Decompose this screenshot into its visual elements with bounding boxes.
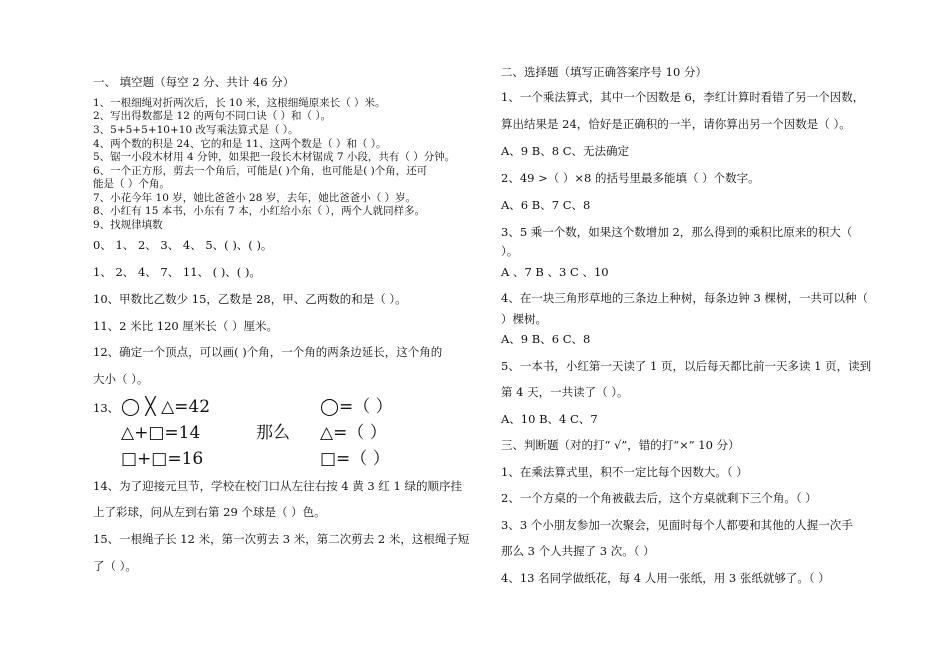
fill-question-13-number: 13、 (93, 401, 120, 415)
choice-question-4-line-1: 4、在一块三角形草地的三条边上种树，每条边钟 3 棵树，一共可以种（ (501, 291, 868, 305)
choice-question-5-line-2: 第 4 天，一共读了（ ）。 (501, 385, 629, 399)
choice-question-4-options: A、9 B、6 C、8 (501, 332, 591, 346)
choice-question-3-line-2: ）。 (501, 244, 519, 258)
fill-question-11: 11、2 米比 120 厘米长（ ）厘米。 (93, 319, 279, 333)
choice-question-2: 2、49 >（ ）×8 的括号里最多能填（ ）个数字。 (501, 171, 760, 185)
pattern-sequence-2: 1、 2、 4、 7、 11、 ( )、( )。 (93, 265, 261, 279)
choice-question-3-line-1: 3、5 乘一个数，如果这个数增加 2，那么得到的乘积比原来的积大（ (501, 225, 853, 239)
fill-question-7: 7、小花今年 10 岁，她比爸爸小 28 岁，去年，她比爸爸小（ ）岁。 (93, 192, 417, 204)
fill-question-4: 4、两个数的积是 24、它的和是 11、这两个数是（ ）和（ ）。 (93, 138, 387, 150)
choice-question-4-line-2: ）棵树。 (501, 312, 547, 326)
choice-question-1-options: A、9 B、8 C、无法确定 (501, 144, 629, 158)
fill-question-12-line-1: 12、确定一个顶点，可以画( )个角，一个角的两条边延长，这个角的 (93, 345, 443, 359)
choice-question-5-options: A、10 B、4 C、7 (501, 412, 598, 426)
fill-question-6-line-2: 能是（ ）个角。 (93, 178, 170, 190)
judge-question-1: 1、在乘法算式里，积不一定比每个因数大。（ ） (501, 465, 748, 479)
fill-question-3: 3、5+5+5+10+10 改写乘法算式是（ ）。 (93, 124, 299, 136)
judge-section-title: 三、判断题（对的打“ √”，错的打“×” 10 分） (501, 438, 740, 452)
choice-question-2-options: A、6 B、7 C、8 (501, 198, 591, 212)
fill-question-1: 1、一根细绳对折两次后，长 10 米，这根细绳原来长（ ）米。 (93, 97, 386, 109)
shape-equation-2: △+□=14 (121, 423, 201, 443)
fill-question-15-line-1: 15、一根绳子长 12 米，第一次剪去 3 米，第二次剪去 2 米，这根绳子短 (93, 532, 470, 546)
pattern-sequence-1: 0、 1、 2、 3、 4、 5、( )、( )。 (93, 238, 273, 252)
fill-question-14-line-2: 上了彩球，问从左到右第 29 个球是（ ）色。 (93, 505, 326, 519)
shape-answer-square: □=（ ） (320, 449, 390, 469)
judge-question-3-line-2: 那么 3 个人共握了 3 次。（ ） (501, 544, 655, 558)
shape-equation-1: ◯ ╳ △=42 (121, 397, 211, 417)
choice-question-1-line-1: 1、一个乘法算式，其中一个因数是 6，李红计算时看错了另一个因数， (501, 90, 865, 104)
fill-question-14-line-1: 14、为了迎接元旦节，学校在校门口从左往右按 4 黄 3 红 1 绿的顺序挂 (93, 479, 463, 493)
fill-question-15-line-2: 了（ ）。 (93, 559, 137, 573)
judge-question-3-line-1: 3、3 个小朋友参加一次聚会，见面时每个人都要和其他的人握一次手 (501, 518, 853, 532)
judge-question-2: 2、一个方桌的一个角被截去后，这个方桌就剩下三个角。（ ） (501, 491, 817, 505)
judge-question-4: 4、13 名同学做纸花，每 4 人用一张纸，用 3 张纸就够了。（ ） (501, 571, 830, 585)
shape-answer-triangle: △=（ ） (320, 423, 387, 443)
choice-question-3-options: A 、7 B 、3 C 、10 (501, 265, 609, 279)
choice-question-1-line-2: 算出结果是 24，恰好是正确积的一半，请你算出另一个因数是（ ）。 (501, 117, 851, 131)
fill-question-2: 2、写出得数都是 12 的两句不同口诀（ ）和（ ）。 (93, 110, 332, 122)
fill-question-5: 5、锯一小段木材用 4 分钟，如果把一段长木材锯成 7 小段，共有（ ）分钟。 (93, 151, 456, 163)
fill-question-12-line-2: 大小（ ）。 (93, 372, 149, 386)
choice-section-title: 二、选择题（填写正确答案序号 10 分） (501, 65, 707, 79)
fill-question-10: 10、甲数比乙数少 15，乙数是 28，甲、乙两数的和是（ ）。 (93, 292, 407, 306)
fill-question-6-line-1: 6、一个正方形，剪去一个角后，可能是( )个角，也可能是( )个角，还可 (93, 165, 428, 177)
shape-equation-3: □+□=16 (121, 449, 204, 469)
fill-question-8: 8、小红有 15 本书，小东有 7 本，小红给小东（ ），两个人就同样多。 (93, 205, 426, 217)
fill-question-9: 9、找规律填数 (93, 219, 163, 231)
shape-answer-circle: ◯=（ ） (320, 397, 393, 417)
then-label: 那么 (256, 423, 290, 443)
choice-question-5-line-1: 5、一本书，小红第一天读了 1 页，以后每天都比前一天多读 1 页，读到 (501, 359, 872, 373)
fill-in-section-title: 一、 填空题（每空 2 分、共计 46 分） (93, 75, 295, 89)
